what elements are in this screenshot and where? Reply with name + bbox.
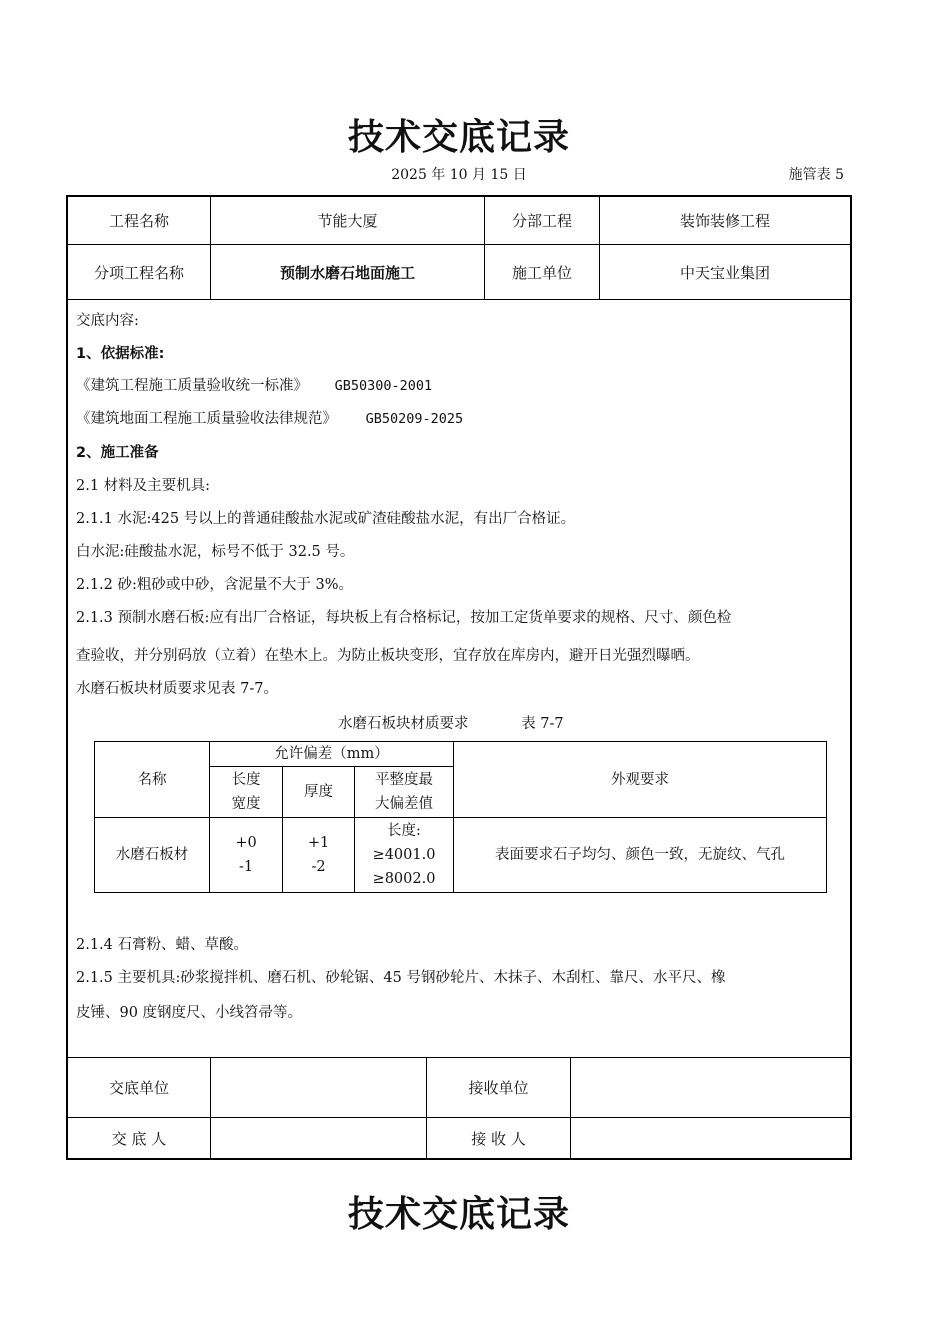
issuer-unit-field[interactable]: [211, 1058, 426, 1117]
division-value: 装饰装修工程: [679, 212, 770, 230]
para-2-1-3-line2: 查验收，并分别码放（立着）在垫木上。为防止板块变形，宜存放在库房内，避开日光强烈曝晒。: [76, 648, 700, 664]
standard-1: [76, 374, 432, 395]
table-row: [95, 818, 827, 893]
spec-col-flatness: [355, 767, 454, 818]
para-2-1-2: 2.1.2 砂:粗砂或中砂，含泥量不大于 3%。: [76, 577, 353, 593]
receiver-label: 接 收 人: [471, 1129, 526, 1148]
spec-col-length-width: [210, 767, 283, 818]
para-table-reference: 水磨石板块材质要求见表 7-7。: [76, 681, 278, 697]
para-2-1-1: 2.1.1 水泥:425 号以上的普通硅酸盐水泥或矿渣硅酸盐水泥，有出厂合格证。: [76, 511, 576, 527]
spec-row-length-upper: +0: [235, 835, 257, 851]
spec-row-flatness-2: ≥4001.0: [372, 847, 436, 863]
issuer-unit-label: 交底单位: [108, 1079, 169, 1097]
spec-row-thickness: [283, 818, 355, 893]
spec-row-thickness-lower: -2: [311, 859, 326, 875]
spec-row-length-lower: -1: [238, 859, 254, 875]
division-label: 分部工程: [511, 212, 572, 230]
spec-col-length: 长度: [231, 772, 261, 788]
table-caption-title: 水磨石板块材质要求: [338, 716, 469, 732]
spec-row-thickness-upper: +1: [307, 835, 330, 851]
receiver-field[interactable]: [571, 1118, 850, 1158]
spec-row-name: 水磨石板材: [95, 818, 210, 893]
receiver-unit-field[interactable]: [571, 1058, 850, 1117]
spec-row-flatness: [355, 818, 454, 893]
standard-1-name: 《建筑工程施工质量验收统一标准》: [76, 378, 308, 394]
spec-row-length: [210, 818, 283, 893]
contractor-label: 施工单位: [511, 263, 572, 282]
spec-table: [94, 741, 827, 893]
document-title: 技术交底记录: [347, 117, 570, 158]
para-2-1-3-line1: 2.1.3 预制水磨石板:应有出厂合格证，每块板上有合格标记，按加工定货单要求的规格、尺寸、颜色检: [76, 610, 732, 626]
spec-col-tolerance: 允许偏差（mm）: [210, 742, 454, 767]
document-date: 2025 年 10 月 15 日: [391, 167, 527, 183]
para-2-1: 2.1 材料及主要机具:: [76, 478, 211, 494]
standard-1-code: GB50300-2001: [334, 378, 433, 394]
spec-col-width: 宽度: [231, 796, 261, 812]
content-intro: 交底内容:: [76, 313, 139, 329]
spec-row-appearance: 表面要求石子均匀、颜色一致，无旋纹、气孔: [454, 818, 827, 893]
form-number: 施管表 5: [788, 167, 844, 183]
date-line: [66, 164, 852, 186]
issuer-field[interactable]: [211, 1118, 426, 1158]
spec-col-thickness: 厚度: [283, 767, 355, 818]
spec-col-name: 名称: [95, 742, 210, 818]
table-number: 表 7-7: [521, 716, 564, 732]
subitem-label: 分项工程名称: [93, 263, 184, 282]
para-2-1-5-line2: 皮锤、90 度钢度尺、小线笤帚等。: [76, 1005, 303, 1021]
para-2-1-5-line1: 2.1.5 主要机具:砂浆搅拌机、磨石机、砂轮锯、45 号钢砂轮片、木抹子、木刮杠、靠尺、水平尺、橡: [76, 970, 726, 986]
standard-2-name: 《建筑地面工程施工质量验收法律规范》: [76, 411, 337, 427]
project-name-label: 工程名称: [108, 212, 169, 230]
spec-col-flatness-1: 平整度最: [375, 772, 433, 788]
spec-row-flatness-3: ≥8002.0: [372, 871, 436, 887]
record-form: [66, 195, 852, 1160]
spec-col-appearance: 外观要求: [454, 742, 827, 818]
spec-col-flatness-2: 大偏差值: [375, 796, 433, 812]
project-name-value: 节能大厦: [317, 212, 378, 230]
issuer-label: 交 底 人: [111, 1129, 167, 1148]
next-page-title: 技术交底记录: [347, 1194, 570, 1235]
subitem-value: 预制水磨石地面施工: [279, 263, 415, 282]
contractor-value: 中天宝业集团: [679, 263, 770, 282]
table-caption: [338, 712, 564, 733]
section-preparation: 2、施工准备: [76, 445, 159, 461]
section-standards: 1、依据标准:: [76, 346, 165, 362]
para-white-cement: 白水泥:硅酸盐水泥，标号不低于 32.5 号。: [76, 544, 355, 560]
receiver-unit-label: 接收单位: [468, 1079, 529, 1097]
standard-2-code: GB50209-2025: [365, 411, 464, 427]
para-2-1-4: 2.1.4 石膏粉、蜡、草酸。: [76, 937, 249, 953]
standard-2: [76, 407, 463, 428]
spec-row-flatness-1: 长度:: [387, 823, 421, 839]
